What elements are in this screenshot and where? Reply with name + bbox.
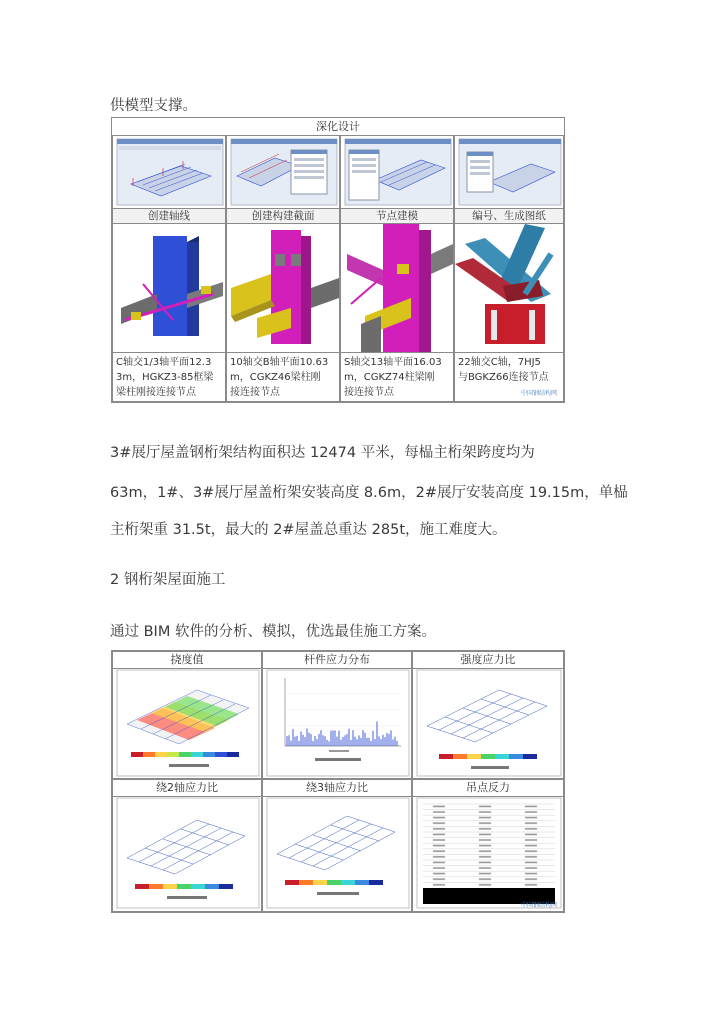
desc-line: m，CGKZ74柱梁刚 <box>344 372 435 383</box>
panel-member-stress <box>262 651 412 779</box>
table-cell-text <box>479 878 491 880</box>
table-cell-text <box>479 850 491 852</box>
panel-axis2-ratio <box>112 779 262 912</box>
panel-title: 绕2轴应力比 <box>113 780 261 797</box>
table-cell-text <box>479 828 491 830</box>
desc-line: 接连接节点 <box>230 387 280 398</box>
table-cell-text <box>479 811 491 813</box>
software-screenshot-1 <box>113 136 226 208</box>
panel-title: 强度应力比 <box>413 652 563 669</box>
table-cell-text <box>525 862 537 864</box>
table-cell-text <box>525 884 537 886</box>
table-cell-text <box>433 828 445 830</box>
table-cell-text <box>525 822 537 824</box>
stress-distribution-chart <box>263 668 412 779</box>
panel-title: 杆件应力分布 <box>263 652 411 669</box>
figure-title: 深化设计 <box>112 118 564 136</box>
step-description-3 <box>341 352 454 402</box>
panel-title: 挠度值 <box>113 652 261 669</box>
analysis-figure <box>111 650 565 913</box>
table-cell-text <box>479 822 491 824</box>
table-cell-text <box>525 839 537 841</box>
table-cell-text <box>479 806 491 808</box>
table-cell-text <box>479 839 491 841</box>
step-label-3: 节点建模 <box>341 208 453 224</box>
watermark: 中国钢结构网 <box>520 390 557 397</box>
watermark: 中国钢结构网 <box>520 902 557 909</box>
software-screenshot-4 <box>455 136 564 208</box>
paragraph-line: 63m，1#、3#展厅屋盖桁架安装高度 8.6m，2#展厅安装高度 19.15m，单榀 <box>110 485 628 501</box>
table-cell-text <box>433 850 445 852</box>
deflection-contour <box>113 668 262 779</box>
panel-axis3-ratio <box>262 779 412 912</box>
deepening-design-figure <box>111 117 565 403</box>
desc-line: m，CGKZ46梁柱刚 <box>230 372 321 383</box>
reaction-table <box>413 796 564 912</box>
node-model-1 <box>113 224 226 352</box>
table-cell-text <box>479 834 491 836</box>
desc-line: 接连接节点 <box>344 387 394 398</box>
table-cell-text <box>433 867 445 869</box>
node-model-2 <box>227 224 340 352</box>
table-cell-text <box>479 817 491 819</box>
table-cell-text <box>433 856 445 858</box>
axis2-ratio-model <box>113 796 262 912</box>
table-cell-text <box>433 822 445 824</box>
table-cell-text <box>479 873 491 875</box>
panel-title: 绕3轴应力比 <box>263 780 411 797</box>
step-column-1 <box>112 135 226 402</box>
node-model-4 <box>455 224 564 352</box>
software-screenshot-3 <box>341 136 454 208</box>
table-cell-text <box>525 834 537 836</box>
table-cell-text <box>433 862 445 864</box>
desc-line: 3m，HGKZ3-85框梁 <box>116 372 214 383</box>
table-cell-text <box>525 828 537 830</box>
desc-line: 梁柱刚接连接节点 <box>116 387 196 398</box>
step-description-1 <box>113 352 226 402</box>
strength-ratio-model <box>413 668 564 779</box>
software-screenshot-2 <box>227 136 340 208</box>
table-cell-text <box>433 839 445 841</box>
step-label-1: 创建轴线 <box>113 208 225 224</box>
table-cell-text <box>525 850 537 852</box>
desc-line: S轴交13轴平面16.03 <box>344 357 442 368</box>
section-heading: 2 钢桁架屋面施工 <box>110 572 226 588</box>
table-cell-text <box>479 867 491 869</box>
node-model-3 <box>341 224 454 352</box>
panel-deflection <box>112 651 262 779</box>
paragraph-line: 3#展厅屋盖钢桁架结构面积达 12474 平米，每榀主桁架跨度均为 <box>110 445 535 461</box>
step-label-2: 创建构建截面 <box>227 208 339 224</box>
table-cell-text <box>479 845 491 847</box>
table-cell-text <box>525 867 537 869</box>
table-cell-text <box>525 817 537 819</box>
desc-line: 10轴交B轴平面10.63 <box>230 357 329 368</box>
table-cell-text <box>525 878 537 880</box>
table-cell-text <box>433 806 445 808</box>
table-cell-text <box>525 811 537 813</box>
paragraph-line: 主桁架重 31.5t，最大的 2#屋盖总重达 285t，施工难度大。 <box>110 522 507 538</box>
table-cell-text <box>525 856 537 858</box>
table-cell-text <box>525 873 537 875</box>
desc-line: 22轴交C轴，7HJ5 <box>458 357 541 368</box>
table-cell-text <box>525 806 537 808</box>
panel-lifting-reaction <box>412 779 564 912</box>
table-cell-text <box>433 834 445 836</box>
panel-strength-ratio <box>412 651 564 779</box>
table-cell-text <box>479 862 491 864</box>
desc-line: 与BGKZ66连接节点 <box>458 372 549 383</box>
table-cell-text <box>433 845 445 847</box>
step-label-4: 编号、生成图纸 <box>455 208 563 224</box>
desc-line: C轴交1/3轴平面12.3 <box>116 357 212 368</box>
step-description-2 <box>227 352 340 402</box>
intro-line: 供模型支撑。 <box>110 98 197 114</box>
axis3-ratio-model <box>263 796 412 912</box>
table-cell-text <box>479 856 491 858</box>
step-column-2 <box>226 135 340 402</box>
table-cell-text <box>479 884 491 886</box>
panel-title: 吊点反力 <box>413 780 563 797</box>
paragraph-line: 通过 BIM 软件的分析、模拟，优选最佳施工方案。 <box>110 624 436 640</box>
table-cell-text <box>433 817 445 819</box>
step-column-4 <box>454 135 564 402</box>
step-column-3 <box>340 135 454 402</box>
table-cell-text <box>433 878 445 880</box>
table-cell-text <box>433 811 445 813</box>
table-cell-text <box>433 873 445 875</box>
table-cell-text <box>433 884 445 886</box>
table-cell-text <box>525 845 537 847</box>
